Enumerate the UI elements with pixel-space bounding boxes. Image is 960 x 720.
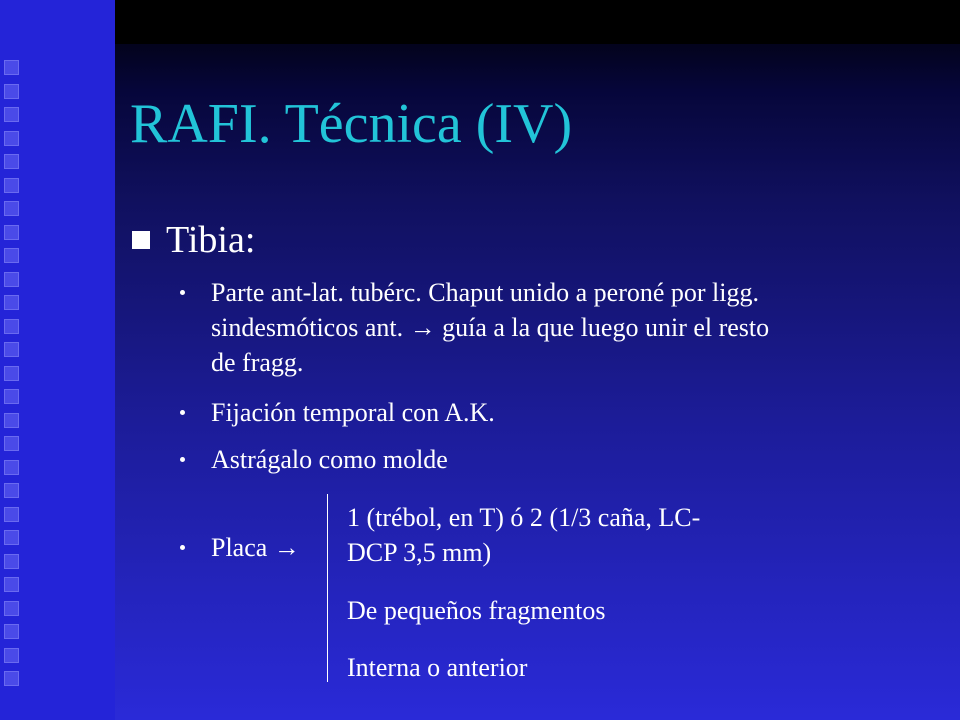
decorative-square — [4, 272, 19, 287]
decorative-square — [4, 554, 19, 569]
bullet-placa — [180, 530, 300, 565]
placa-option-1-line1: 1 (trébol, en T) ó 2 (1/3 caña, LC- — [347, 503, 701, 532]
placa-option-3: Interna o anterior — [347, 653, 528, 682]
bullet-parte-line2: sindesmóticos ant. → guía a la que luego unir el resto — [211, 313, 770, 342]
placa-option-1 — [347, 500, 700, 570]
bullet-parte-line3: de fragg. — [211, 348, 304, 377]
decorative-square — [4, 107, 19, 122]
decorative-square — [4, 648, 19, 663]
round-bullet-icon — [180, 457, 185, 462]
round-bullet-icon — [180, 410, 185, 415]
left-decorative-bar — [0, 0, 115, 720]
decorative-square — [4, 178, 19, 193]
round-bullet-icon — [180, 290, 185, 295]
decorative-square — [4, 201, 19, 216]
decorative-square — [4, 577, 19, 592]
placa-option-2: De pequeños fragmentos — [347, 596, 606, 625]
bullet-astragalo-text: Astrágalo como molde — [211, 445, 448, 474]
bullet-parte — [180, 275, 900, 380]
bullet-parte-line1: Parte ant-lat. tubérc. Chaput unido a peroné por ligg. — [211, 278, 760, 307]
decorative-square — [4, 342, 19, 357]
bullet-astragalo — [180, 442, 448, 477]
decorative-square — [4, 131, 19, 146]
decorative-square — [4, 154, 19, 169]
decorative-square — [4, 530, 19, 545]
decorative-square — [4, 248, 19, 263]
decorative-squares — [4, 60, 30, 700]
decorative-square — [4, 389, 19, 404]
decorative-square — [4, 601, 19, 616]
square-bullet-icon — [132, 231, 150, 249]
placa-option-1-line2: DCP 3,5 mm) — [347, 538, 492, 567]
bullet-fijacion-text: Fijación temporal con A.K. — [211, 398, 495, 427]
decorative-square — [4, 60, 19, 75]
decorative-square — [4, 84, 19, 99]
slide-title: RAFI. Técnica (IV) — [130, 93, 573, 155]
bullet-placa-text: Placa → — [211, 533, 300, 562]
decorative-square — [4, 413, 19, 428]
bullet-fijacion — [180, 395, 495, 430]
decorative-square — [4, 507, 19, 522]
decorative-square — [4, 436, 19, 451]
decorative-square — [4, 225, 19, 240]
bullet-tibia — [132, 218, 255, 262]
decorative-square — [4, 483, 19, 498]
decorative-square — [4, 624, 19, 639]
decorative-square — [4, 319, 19, 334]
round-bullet-icon — [180, 545, 185, 550]
decorative-square — [4, 366, 19, 381]
decorative-square — [4, 671, 19, 686]
top-black-bar — [115, 0, 960, 44]
decorative-square — [4, 460, 19, 475]
decorative-square — [4, 295, 19, 310]
bracket-divider — [327, 494, 328, 682]
bullet-tibia-label: Tibia: — [166, 219, 256, 261]
